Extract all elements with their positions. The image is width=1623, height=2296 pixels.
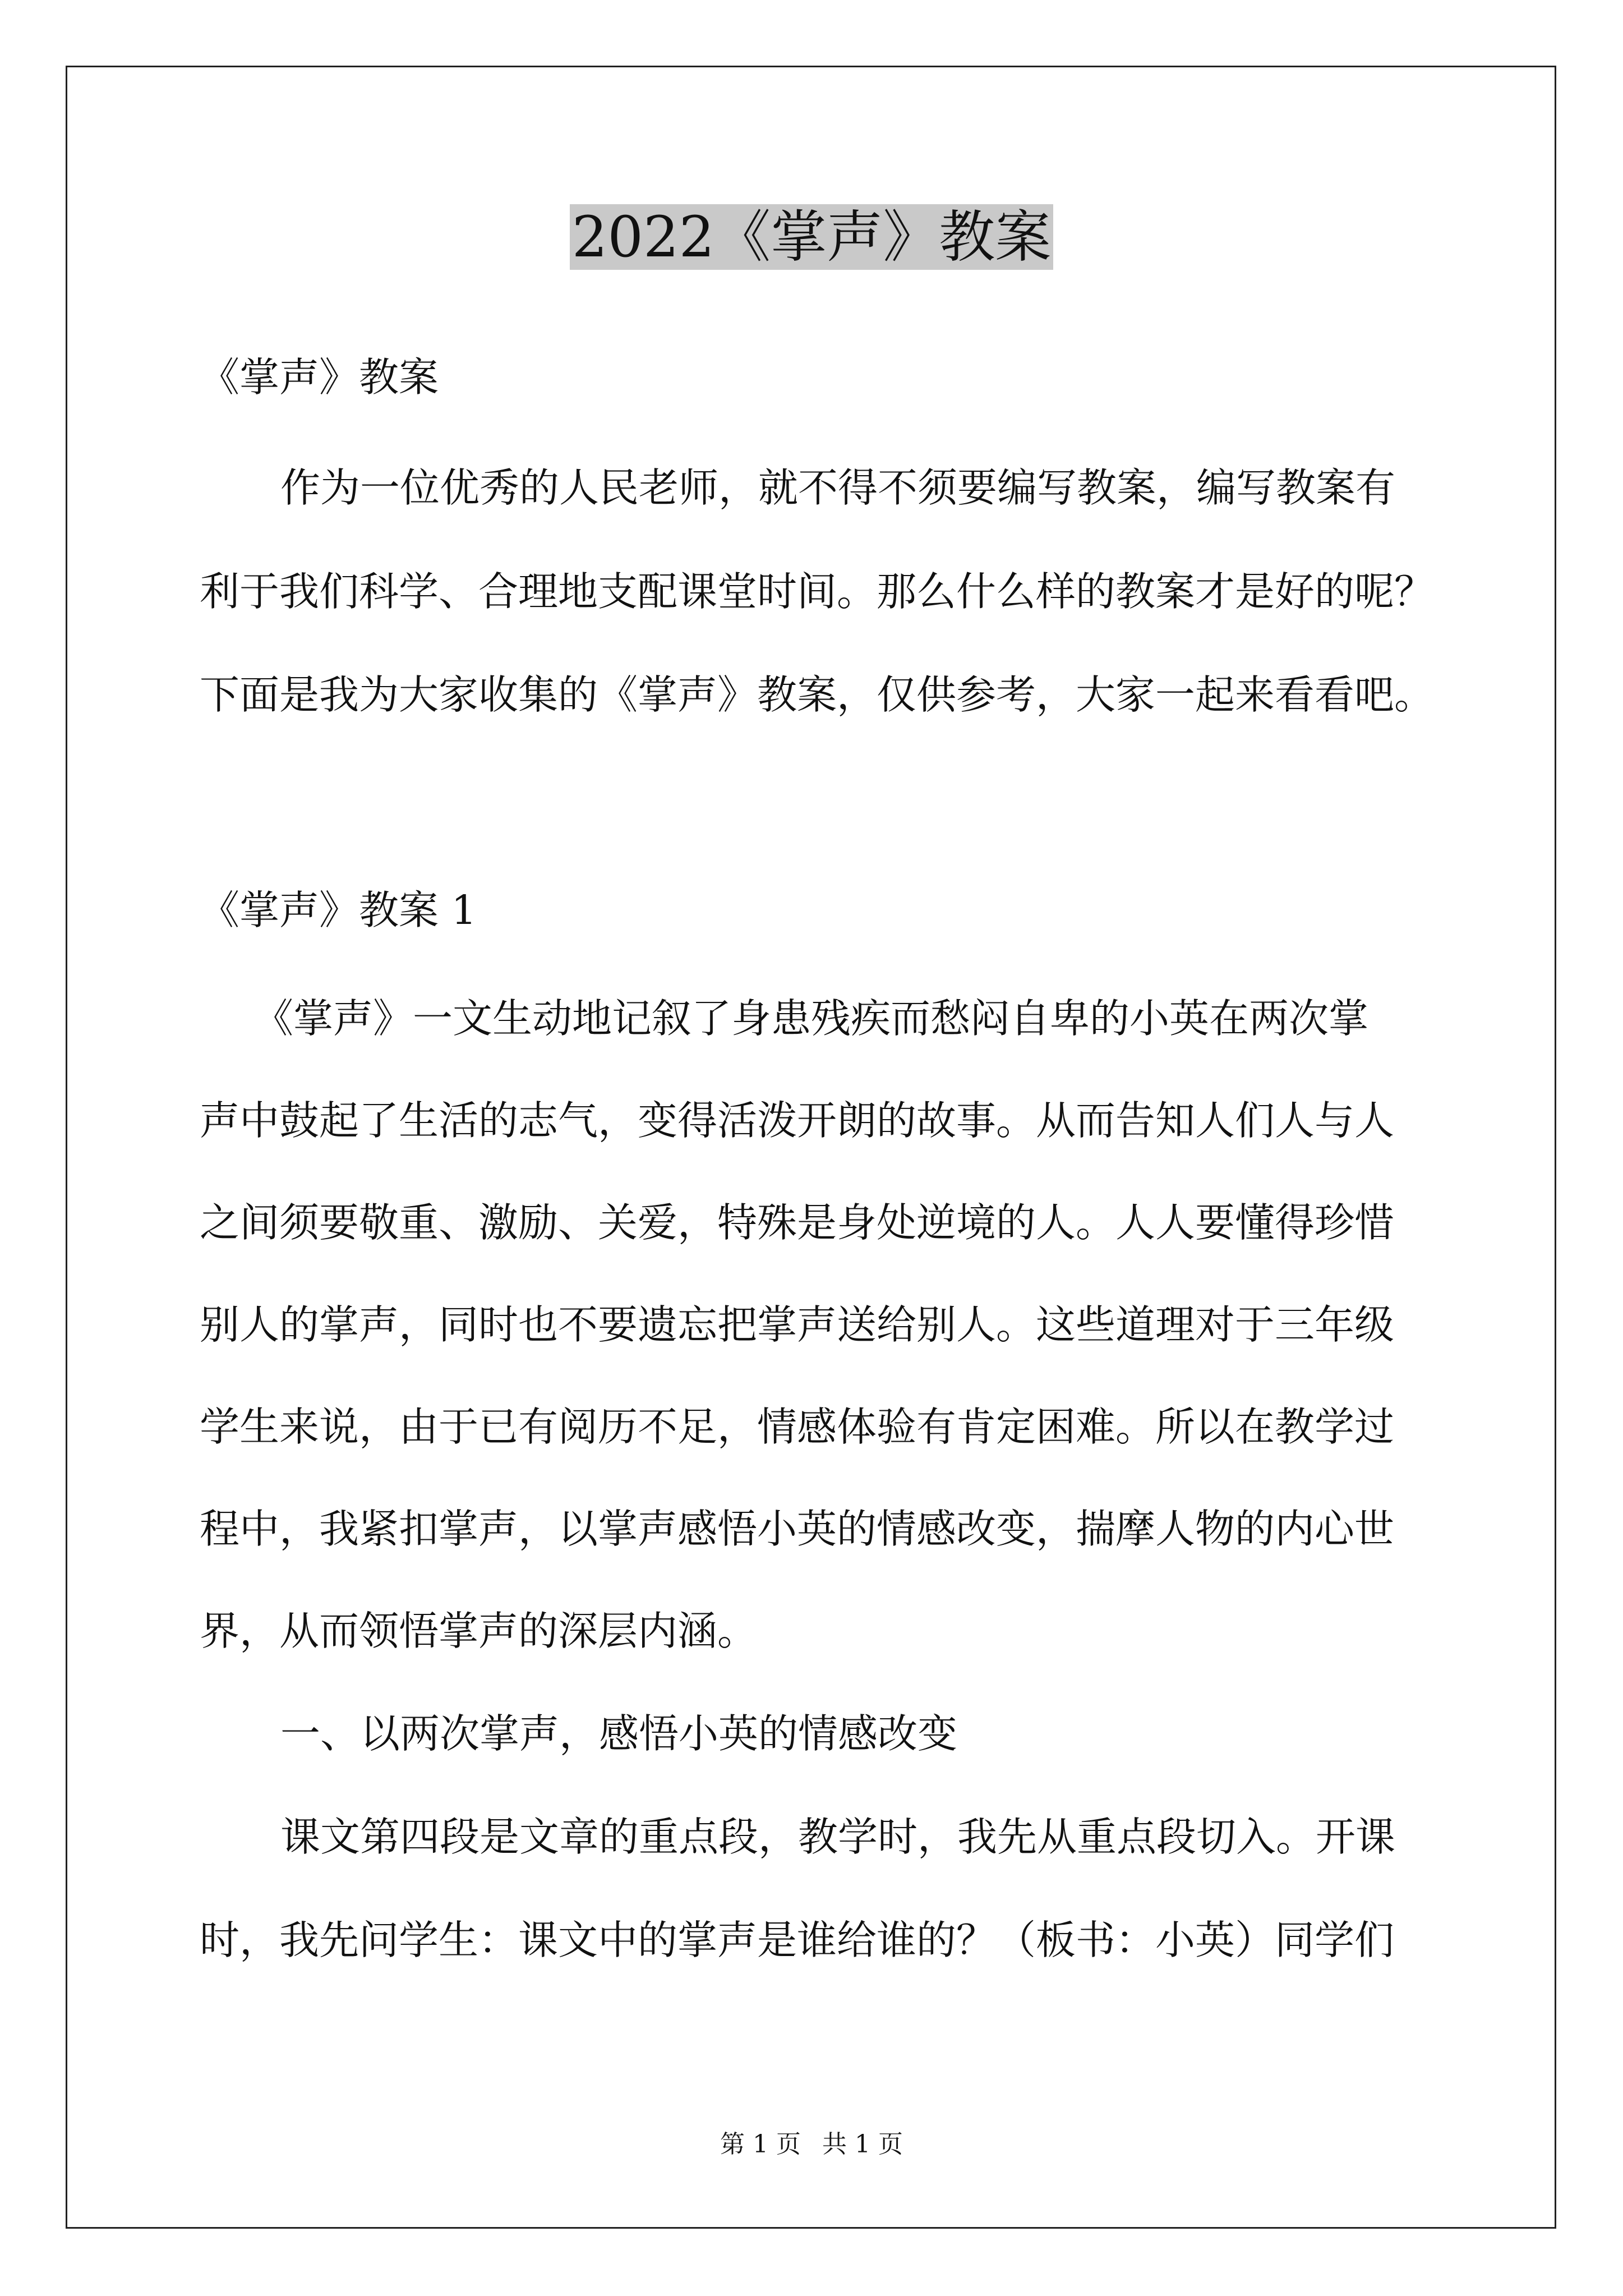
paragraph-line: 别人的掌声，同时也不要遗忘把掌声送给别人。这些道理对于三年级 [200, 1301, 1395, 1348]
intro-line: 下面是我为大家收集的《掌声》教案，仅供参考，大家一起来看看吧。 [200, 671, 1435, 718]
document-title: 2022《掌声》教案 [0, 201, 1623, 274]
paragraph-line: 界，从而领悟掌声的深层内涵。 [200, 1608, 758, 1654]
subheading: 一、以两次掌声，感悟小英的情感改变 [280, 1710, 958, 1757]
intro-line: 作为一位优秀的人民老师，就不得不须要编写教案，编写教案有 [280, 464, 1396, 511]
paragraph-line: 之间须要敬重、激励、关爱，特殊是身处逆境的人。人人要懂得珍惜 [200, 1199, 1395, 1246]
subtitle: 《掌声》教案 [200, 354, 439, 401]
page-footer [0, 2129, 1623, 2160]
section-heading: 《掌声》教案 1 [200, 887, 477, 933]
paragraph-line: 时，我先问学生：课文中的掌声是谁给谁的？（板书：小英）同学们 [200, 1917, 1395, 1963]
paragraph-line: 《掌声》一文生动地记叙了身患残疾而愁闷自卑的小英在两次掌 [253, 995, 1369, 1042]
paragraph-line: 学生来说，由于已有阅历不足，情感体验有肯定困难。所以在教学过 [200, 1404, 1395, 1450]
page-number: 第 1 页 [720, 2130, 801, 2159]
page-total: 共 1 页 [822, 2130, 903, 2159]
paragraph-line: 声中鼓起了生活的志气，变得活泼开朗的故事。从而告知人们人与人 [200, 1097, 1395, 1144]
paragraph-line: 程中，我紧扣掌声，以掌声感悟小英的情感改变，揣摩人物的内心世 [200, 1506, 1395, 1552]
intro-line: 利于我们科学、合理地支配课堂时间。那么什么样的教案才是好的呢？ [200, 568, 1435, 615]
paragraph-line: 课文第四段是文章的重点段，教学时，我先从重点段切入。开课 [280, 1814, 1396, 1860]
